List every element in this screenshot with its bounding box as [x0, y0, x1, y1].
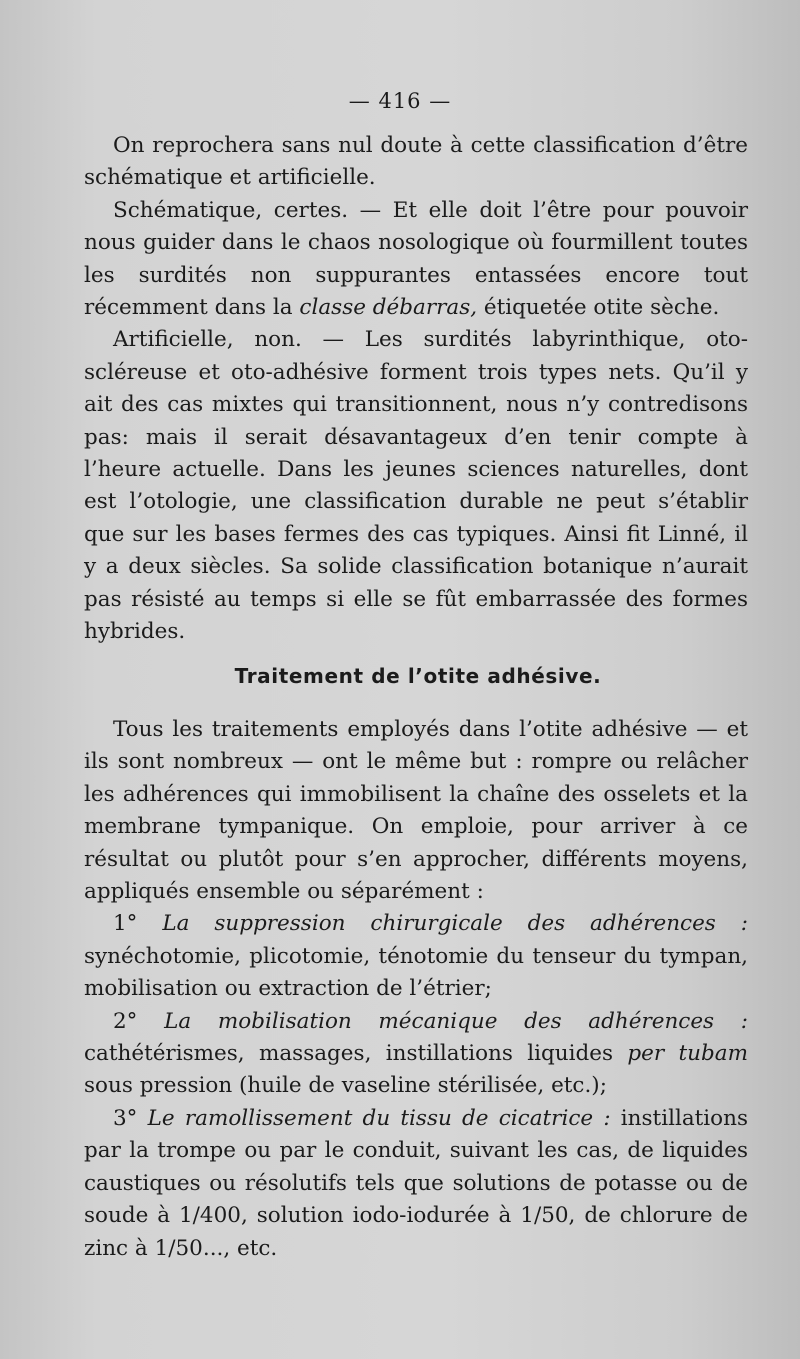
list-item-title: La suppression chirurgicale des adhérences :	[162, 911, 748, 937]
section-treatment	[84, 714, 748, 1265]
list-number: 2°	[113, 1008, 165, 1034]
list-item-text: instillations par la trompe ou par le conduit, suivant les cas, de liquides caustiques ou résolutifs tels que solutions de potasse ou de soude à 1/400, solution iodo-iodurée à 1/50, de chlorure de zinc à 1/50..., etc.	[84, 1105, 748, 1261]
list-number: 1°	[113, 911, 163, 937]
paragraph-artificial: Artificielle, non. — Les surdités labyrinthique, oto-scléreuse et oto-adhésive forment trois types nets. Qu’il y ait des cas mixtes qui transitionnent, nous n’y contredisons pas: mais il serait désavantageux d’en tenir compte à l’heure actuelle. Dans les jeunes sciences naturelles, dont est l’otologie, une classification durable ne peut s’établir que sur les bases fermes des cas typiques. Ainsi fit Linné, il y a deux siècles. Sa solide classification botanique n’aurait pas résisté au temps si elle se fût embarrassée des formes hybrides.	[84, 327, 748, 645]
italic-phrase: classe débarras,	[299, 295, 478, 321]
paragraph-reproach: On reprochera sans nul doute à cette classification d’être schématique et artificielle.	[84, 133, 748, 191]
list-item-text: cathétérismes, massages, instillations liquides	[84, 1041, 628, 1067]
list-item-title: La mobilisation mécanique des adhérences :	[164, 1008, 748, 1034]
section-classification	[84, 130, 748, 649]
paragraph-schematic	[84, 195, 748, 325]
paragraph-treatments: Tous les traitements employés dans l’otite adhésive — et ils sont nombreux — ont le même but : rompre ou relâcher les adhérences qui immobilisent la chaîne des osselets et la membrane tympanique. On emploie, pour arriver à ce résultat ou plutôt pour s’en approcher, différents moyens, appliqués ensemble ou séparément :	[84, 717, 748, 905]
paragraph-text: Schématique, certes. — Et elle doit l’être pour pouvoir nous guider dans le chaos nosologique où fourmillent toutes les surdités non suppurantes entassées encore tout récemment dans la	[84, 197, 748, 321]
italic-phrase: per tubam	[627, 1041, 748, 1067]
list-item-text: sous pression (huile de vaseline stérilisée, etc.);	[84, 1073, 607, 1099]
list-item-title: Le ramollissement du tissu de cicatrice :	[147, 1105, 611, 1131]
paragraph-text: étiquetée otite sèche.	[477, 295, 720, 321]
list-item-2	[84, 1006, 748, 1103]
list-item-text: synéchotomie, plicotomie, ténotomie du tenseur du tympan, mobilisation ou extraction de l’étrier;	[84, 943, 748, 1002]
list-item-3	[84, 1103, 748, 1265]
list-item-1	[84, 908, 748, 1005]
page-number: — 416 —	[348, 89, 452, 113]
section-heading: Traitement de l’otite adhésive.	[234, 664, 602, 688]
list-number: 3°	[113, 1105, 148, 1131]
